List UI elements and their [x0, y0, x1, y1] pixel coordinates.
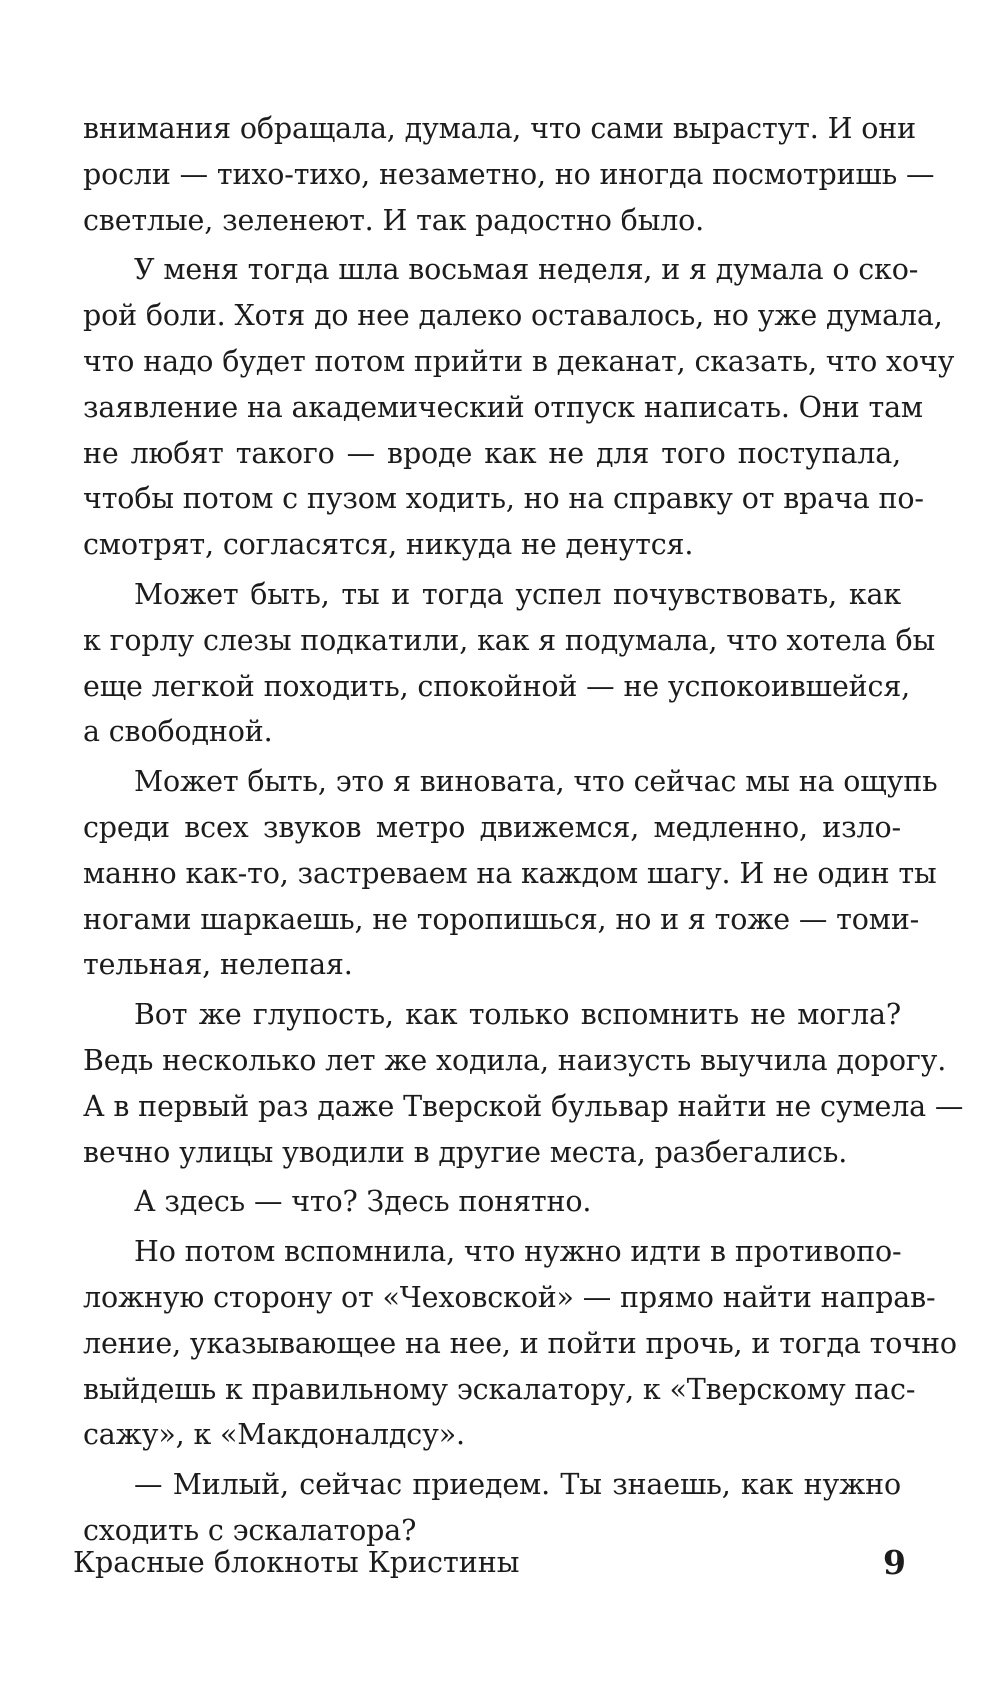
- body-text: [83, 106, 964, 1554]
- text-line: сажу», к «Макдоналдсу».: [83, 1418, 465, 1452]
- text-line: Но потом вспомнила, что нужно идти в противопо-: [134, 1235, 902, 1269]
- text-line: светлые, зеленеют. И так радостно было.: [83, 203, 705, 237]
- book-title: Красные блокноты Кристины: [73, 1546, 520, 1579]
- text-line: Может быть, это я виновата, что сейчас мы на ощупь: [134, 765, 938, 799]
- text-line: Вот же глупость, как только вспомнить не могла?: [134, 998, 901, 1032]
- text-line: Ведь несколько лет же ходила, наизусть выучила дорогу.: [83, 1043, 947, 1077]
- text-line: среди всех звуков метро движемся, медленно, изло-: [83, 810, 901, 844]
- page-footer: [73, 1540, 906, 1586]
- text-line: Может быть, ты и тогда успел почувствовать, как: [134, 577, 901, 611]
- text-line: еще легкой походить, спокойной — не успокоившейся,: [83, 669, 911, 703]
- page-number: 9: [883, 1543, 906, 1582]
- text-line: манно как-то, застреваем на каждом шагу. И не один ты: [83, 856, 937, 890]
- text-line: сходить с эскалатора?: [83, 1513, 417, 1547]
- text-line: к горлу слезы подкатили, как я подумала, что хотела бы: [83, 623, 935, 657]
- text-line: а свободной.: [83, 715, 273, 749]
- text-line: чтобы потом с пузом ходить, но на справку от врача по-: [83, 482, 924, 516]
- text-line: У меня тогда шла восьмая неделя, и я думала о ско-: [134, 253, 919, 287]
- text-line: выйдешь к правильному эскалатору, к «Тверскому пас-: [83, 1372, 916, 1406]
- text-line: заявление на академический отпуск написать. Они там: [83, 390, 923, 424]
- text-line: рой боли. Хотя до нее далеко оставалось, но уже думала,: [83, 299, 943, 333]
- text-line: росли — тихо-тихо, незаметно, но иногда посмотришь —: [83, 157, 935, 191]
- text-line: смотрят, согласятся, никуда не денутся.: [83, 528, 694, 562]
- text-line: ложную сторону от «Чеховской» — прямо найти направ-: [83, 1280, 936, 1314]
- text-line: вечно улицы уводили в другие места, разбегались.: [83, 1135, 848, 1169]
- text-line: внимания обращала, думала, что сами вырастут. И они: [83, 112, 916, 145]
- text-line: ногами шаркаешь, не торопишься, но и я тоже — томи-: [83, 902, 920, 936]
- text-line: — Милый, сейчас приедем. Ты знаешь, как нужно: [134, 1468, 901, 1502]
- text-line: тельная, нелепая.: [83, 948, 353, 982]
- text-line: А здесь — что? Здесь понятно.: [134, 1185, 592, 1219]
- text-line: что надо будет потом прийти в деканат, сказать, что хочу: [83, 344, 955, 378]
- text-line: А в первый раз даже Тверской бульвар найти не сумела —: [83, 1089, 964, 1123]
- text-line: не любят такого — вроде как не для того поступала,: [83, 436, 901, 470]
- text-line: ление, указывающее на нее, и пойти прочь, и тогда точно: [83, 1326, 957, 1360]
